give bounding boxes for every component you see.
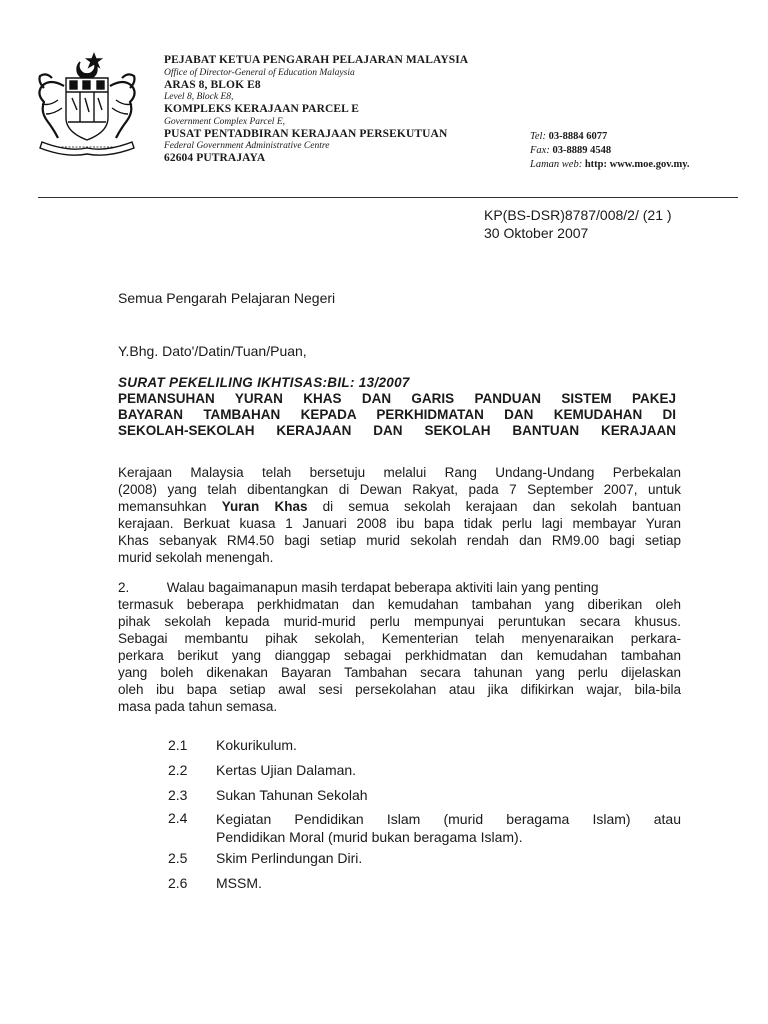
- reference-block: [484, 206, 672, 242]
- header-divider: [38, 197, 738, 198]
- list-item-number: 2.4: [168, 810, 188, 826]
- org-name-malay: PEJABAT KETUA PENGARAH PELAJARAN MALAYSIA: [164, 54, 469, 66]
- emphasis-text: Yuran Khas: [221, 499, 308, 514]
- reference-number: KP(BS-DSR)8787/008/2/ (21 ): [484, 207, 672, 223]
- subject-line: BAYARAN TAMBAHAN KEPADA PERKHIDMATAN DAN KEMUDAHAN DI: [118, 407, 676, 422]
- tel-line: Tel: 03-8884 6077: [530, 131, 608, 142]
- list-item-number: 2.5: [168, 850, 188, 866]
- paragraph-line: Sebagai membantu pihak sekolah, Kementerian telah menyenaraikan perkara-: [118, 631, 681, 646]
- paragraph-line: yang boleh dikenakan Bayaran Tambahan secara tahunan yang perlu dijelaskan: [118, 665, 681, 680]
- subject-heading: [118, 375, 676, 439]
- paragraph-line: Khas sebanyak RM4.50 bagi setiap murid sekolah rendah dan RM9.00 bagi setiap: [118, 533, 681, 548]
- subject-line: PEMANSUHAN YURAN KHAS DAN GARIS PANDUAN SISTEM PAKEJ: [118, 391, 676, 406]
- org-name-english: Office of Director-General of Education Malaysia: [164, 67, 355, 78]
- list-item-text: Skim Perlindungan Diri.: [216, 850, 363, 866]
- paragraph-line: Kerajaan Malaysia telah bersetuju melalui Rang Undang-Undang Perbekalan: [118, 465, 681, 480]
- list-item-text: Sukan Tahunan Sekolah: [216, 787, 368, 803]
- paragraph-line: masa pada tahun semasa.: [118, 699, 278, 714]
- paragraph-line: memansuhkan Yuran Khas di semua sekolah kerajaan dan sekolah bantuan: [118, 499, 681, 514]
- complex-english: Government Complex Parcel E,: [164, 116, 285, 127]
- paragraph-2: [118, 579, 681, 715]
- complex-malay: KOMPLEKS KERAJAAN PARCEL E: [164, 103, 360, 115]
- paragraph-line: perkara berikut yang dianggap sebagai perkhidmatan dan kemudahan tambahan: [118, 648, 681, 663]
- floor-english: Level 8, Block E8,: [164, 92, 234, 102]
- paragraph-line: oleh ibu bapa setiap awal sesi persekolahan atau jika difikirkan wajar, bila-bila: [118, 682, 681, 697]
- paragraph-1: [118, 464, 681, 566]
- paragraph-line: kerajaan. Berkuat kuasa 1 Januari 2008 ibu bapa tidak perlu lagi membayar Yuran: [118, 516, 681, 531]
- list-item-text: Kertas Ujian Dalaman.: [216, 762, 357, 778]
- web-line: Laman web: http: www.moe.gov.my.: [530, 159, 690, 170]
- contact-block: [530, 130, 690, 172]
- coat-of-arms-logo: [28, 48, 146, 160]
- salutation: Y.Bhg. Dato'/Datin/Tuan/Puan,: [118, 343, 307, 359]
- list-item-text: Kokurikulum.: [216, 737, 297, 753]
- floor-malay: ARAS 8, BLOK E8: [164, 78, 261, 91]
- paragraph-line: murid sekolah menengah.: [118, 550, 274, 565]
- list-item-number: 2.3: [168, 787, 188, 803]
- list-item-text: MSSM.: [216, 875, 262, 891]
- letterhead-address: [164, 54, 468, 166]
- fax-line: Fax: 03-8889 4548: [530, 145, 612, 156]
- paragraph-line: termasuk beberapa perkhidmatan dan kemudahan tambahan yang diberikan oleh: [118, 597, 681, 612]
- letter-date: 30 Oktober 2007: [484, 225, 589, 241]
- list-item-text: Kegiatan Pendidikan Islam (murid beragama Islam) atau Pendidikan Moral (murid bukan beragama Islam).: [216, 811, 681, 845]
- list-item-number: 2.1: [168, 737, 188, 753]
- list-item-number: 2.2: [168, 762, 188, 778]
- postcode-city: 62604 PUTRAJAYA: [164, 152, 266, 164]
- subject-line: SEKOLAH-SEKOLAH KERAJAAN DAN SEKOLAH BANTUAN KERAJAAN: [118, 423, 676, 438]
- centre-english: Federal Government Administrative Centre: [164, 141, 330, 151]
- paragraph-line: 2. Walau bagaimanapun masih terdapat beberapa aktiviti lain yang penting: [118, 580, 599, 595]
- paragraph-line: pihak sekolah kepada murid-murid perlu mempunyai peruntukan secara khusus.: [118, 614, 681, 629]
- list-item-number: 2.6: [168, 875, 188, 891]
- recipient: Semua Pengarah Pelajaran Negeri: [118, 290, 336, 306]
- paragraph-line: (2008) yang telah dibentangkan di Dewan Rakyat, pada 7 September 2007, untuk: [118, 482, 681, 497]
- centre-malay: PUSAT PENTADBIRAN KERAJAAN PERSEKUTUAN: [164, 127, 448, 140]
- circular-reference: SURAT PEKELILING IKHTISAS:BIL: 13/2007: [118, 375, 410, 390]
